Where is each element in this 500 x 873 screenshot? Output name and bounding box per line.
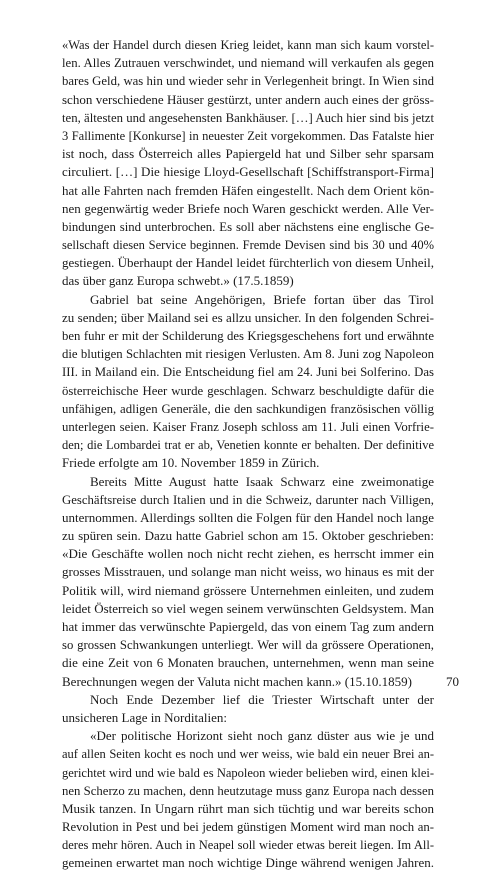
text-line: nen gegenwärtig weder Briefe noch Waren geschickt werden. Alle Ver- <box>62 200 434 216</box>
text-line: unsicheren Lage in Norditalien: <box>62 709 227 725</box>
text-line: Geschäftsreise durch Italien und in die Schweiz, darunter nach Villigen, <box>62 492 434 507</box>
text-line: III. in Mailand ein. Die Entscheidung fiel am 24. Juni bei Solferino. Das <box>62 365 434 380</box>
text-line: leidet Österreich so viel wegen seinem verwünschten Geldsystem. Man <box>62 600 434 616</box>
text-line: das über ganz Europa schwebt.» (17.5.1859) <box>62 273 294 289</box>
page-number: 70 <box>446 674 459 689</box>
text-line: schon verschiedene Häuser gestürzt, unter andern auch eines der gröss- <box>62 91 434 107</box>
text-line: gestiegen. Überhaupt der Handel leidet fürchterlich von diesem Unheil, <box>62 255 434 271</box>
text-line: die eine Zeit von 6 Monaten brauchen, unternehmen, wenn man seine <box>62 655 434 671</box>
text-line: ist noch, dass Österreich alles Papiergeld hat und Silber sehr sparsam <box>62 146 434 162</box>
text-line: hat alle Fahrten nach fremden Häfen eingestellt. Nach dem Orient kön- <box>62 182 434 198</box>
body-text <box>62 36 434 873</box>
text-line: gerichtet wird und wie bald es Napoleon wieder belieben wird, einen klei- <box>62 765 434 780</box>
text-line: bares Geld, was hin und wieder sehr in Verlegenheit bringt. In Wien sind <box>62 74 434 89</box>
text-line: ten, ältesten und angesehensten Bankhäuser. […] Auch hier sind bis jetzt <box>62 110 434 125</box>
text-line: den; die Lombardei trat er ab, Venetien konnte er behalten. Der definitive <box>62 438 434 453</box>
text-line: österreichische Heer wurde geschlagen. Schwarz beschuldigte dafür die <box>62 383 434 398</box>
text-line: ben fuhr er mit der Schilderung des Kriegsgeschehens fort und erwähnte <box>62 329 434 343</box>
text-line: «Der politische Horizont sieht noch ganz düster aus wie je und <box>90 728 434 744</box>
text-line: Gabriel bat seine Angehörigen, Briefe fortan über das Tirol <box>90 291 434 307</box>
text-line: circuliert. […] Die hiesige Lloyd-Gesellschaft [Schiffstransport-Firma] <box>62 164 434 180</box>
text-line: len. Alles Zutrauen verschwindet, und niemand will verkaufen als gegen <box>62 56 434 71</box>
text-line: deres mehr hören. Auch in Neapel soll wieder etwas bereit liegen. Im All- <box>62 838 434 853</box>
text-line: auf allen Seiten kocht es noch und wer weiss, wie bald ein neuer Brei an- <box>62 747 434 762</box>
text-line: zu spüren sein. Dazu hatte Gabriel schon am 15. Oktober geschrieben: <box>62 528 434 544</box>
text-line: Friede erfolgte am 10. November 1859 in Zürich. <box>62 455 320 471</box>
text-line: gemeinen erwartet man noch wichtige Dinge während wenigen Jahren. <box>62 855 434 871</box>
text-line: unternommen. Allerdings sollten die Folgen für den Handel noch lange <box>62 509 434 525</box>
text-line: Musik tanzen. In Ungarn rührt man sich tüchtig und war bereits schon <box>62 800 434 816</box>
text-line: zu senden; über Mailand sei es allzu unsicher. In den folgenden Schrei- <box>62 309 434 325</box>
text-line: Berechnungen wegen der Valuta nicht machen kann.» (15.10.1859) <box>62 673 412 689</box>
text-line: «Was der Handel durch diesen Krieg leidet, kann man sich kaum vorstel- <box>62 38 434 52</box>
text-line: so grossen Schwankungen unterliegt. Wer will da grössere Operationen, <box>62 638 434 653</box>
text-line: Noch Ende Dezember lief die Triester Wirtschaft unter der <box>90 691 434 707</box>
text-line: «Die Geschäfte wollen noch nicht recht ziehen, es herrscht immer ein <box>62 546 434 562</box>
text-line: Politik will, wird niemand grössere Unternehmen einleiten, und zudem <box>62 582 434 598</box>
text-line: sellschaft diesen Service beginnen. Fremde Devisen sind bis 30 und 40% <box>62 238 434 253</box>
text-line: nen Scherzo zu machen, denn heutzutage muss ganz Europa nach dessen <box>62 783 434 798</box>
text-line: unterlegen seien. Kaiser Franz Joseph schloss am 11. Juli einen Vorfrie- <box>62 419 434 434</box>
text-line: 3 Fallimente [Konkurse] in neuester Zeit vorgekommen. Das Fatalste hier <box>62 128 434 143</box>
text-line: grosses Misstrauen, und solange man nicht weiss, wo hinaus es mit der <box>62 564 434 580</box>
text-line: Revolution in Pest und bei jedem günstigen Moment wird man noch an- <box>62 820 434 835</box>
text-line: Bereits Mitte August hatte Isaak Schwarz eine zweimonatige <box>90 473 434 489</box>
text-line: hat immer das verwünschte Papiergeld, das von einem Tag zum andern <box>62 619 434 634</box>
text-line: die blutigen Schlachten mit riesigen Verlusten. Am 8. Juni zog Napoleon <box>62 347 434 362</box>
text-line: bindungen sind unterbrochen. Es soll aber nächstens eine englische Ge- <box>62 219 434 234</box>
text-line: unfähigen, adligen Generäle, die den sachkundigen französischen völlig <box>62 401 434 416</box>
